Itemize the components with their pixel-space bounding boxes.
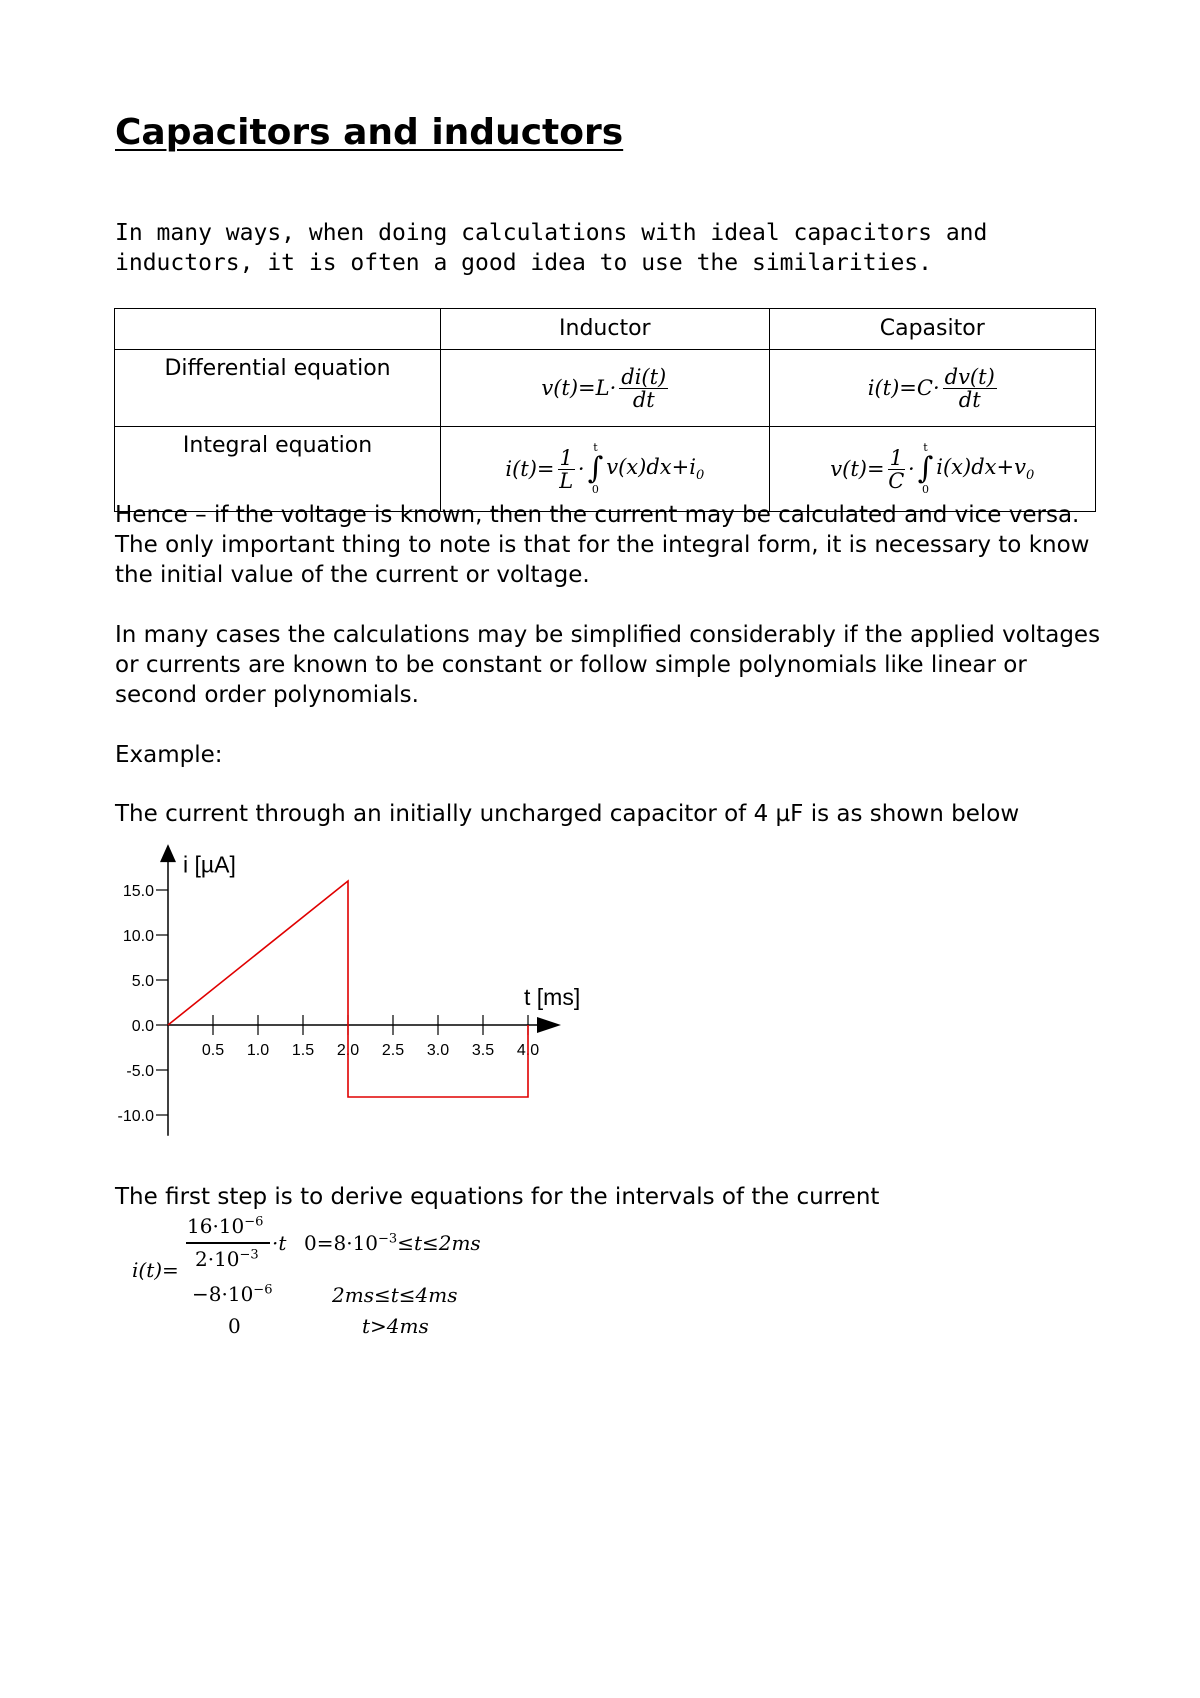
y-tick-label: 5.0 [131,973,154,990]
row-label-differential: Differential equation [115,350,441,427]
case2-condition: 2ms≤t≤4ms [332,1283,458,1307]
ind-int-sub: 0 [695,468,705,484]
piecewise-lhs: i(t)= [132,1258,179,1282]
row-label-integral: Integral equation [115,427,441,512]
cap-int-lhs: v(t)= [830,457,885,481]
page-title: Capacitors and inductors [115,112,624,153]
x-tick-label: 3.5 [471,1042,495,1059]
x-axis-arrow [537,1017,561,1033]
ind-diff-den: dt [632,387,655,412]
cap-int-sub: 0 [1025,468,1035,484]
cap-int-symbol: ∫ [917,451,934,486]
case1-denominator: $2\cdot 10^{-3}$ [195,1247,259,1271]
example-text: The current through an initially uncharged capacitor of 4 µF is as shown below [115,801,1020,827]
x-tick-label: 0.5 [201,1042,225,1059]
cap-int-lower: 0 [921,483,929,496]
y-tick-label: 10.0 [122,928,154,945]
case2-value: $-8\cdot 10^{-6}$ [192,1282,273,1306]
x-axis-label: t [ms] [524,984,581,1010]
cap-int-den: C [888,468,905,493]
table-header-inductor: Inductor [441,309,769,350]
x-tick-label: 4.0 [516,1042,540,1059]
ind-int-lhs: i(t)= [505,457,555,481]
case3-condition: t>4ms [362,1314,429,1338]
cap-int-num: 1 [889,445,903,470]
intro-paragraph: In many ways, when doing calculations with ideal capacitors and inductors, it is often a good idea to use the similarities. [115,220,988,276]
series-line-current [168,881,528,1097]
x-tick-label: 2.5 [381,1042,405,1059]
cap-int-dot: · [907,457,915,481]
cap-diff-num: dv(t) [944,364,995,389]
ind-int-lower: 0 [591,483,599,496]
ind-diff-num: di(t) [621,364,667,389]
cap-int-upper: t [923,441,928,454]
case1-condition: $0=8\cdot 10^{-3}\le t\le 2ms$ [304,1231,481,1255]
case1-variable: ·t [272,1231,287,1255]
ind-int-body: v(x)dx+i [606,454,696,479]
case1-numerator: $16\cdot 10^{-6}$ [187,1214,264,1238]
cases-paragraph: In many cases the calculations may be simplified considerably if the applied voltages or currents are known to be constant or follow simple polynomials like linear or second order polynomials. [115,622,1101,708]
ind-int-num: 1 [559,445,573,470]
x-tick-label: 3.0 [426,1042,450,1059]
case3-value: 0 [228,1314,241,1338]
step-text: The first step is to derive equations for the intervals of the current [115,1184,880,1210]
y-axis-label: i [µA] [183,851,236,878]
ind-int-den: L [559,468,574,493]
cap-int-body: i(x)dx+v [936,454,1026,479]
ind-diff-lhs: v(t)=L· [541,376,617,400]
case1-fraction-bar [186,1242,270,1244]
ind-int-upper: t [593,441,598,454]
y-tick-label: 0.0 [131,1018,154,1035]
ind-int-symbol: ∫ [587,451,604,486]
table-header-capacitor: Capasitor [769,309,1095,350]
hence-paragraph: Hence – if the voltage is known, then the current may be calculated and vice versa. The only important thing to note is that for the integral form, it is necessary to know the initial value of the current or voltage. [115,502,1090,588]
y-tick-label: -5.0 [126,1063,154,1080]
y-axis-arrow [160,844,176,862]
cap-diff-den: dt [958,387,981,412]
cap-diff-lhs: i(t)=C· [867,376,940,400]
y-tick-label: -10.0 [117,1108,154,1125]
y-tick-label: 15.0 [122,883,154,900]
example-label: Example: [115,742,223,768]
ind-int-dot: · [577,457,585,481]
x-tick-label: 2.0 [336,1042,360,1059]
x-tick-label: 1.0 [246,1042,270,1059]
x-tick-label: 1.5 [291,1042,315,1059]
